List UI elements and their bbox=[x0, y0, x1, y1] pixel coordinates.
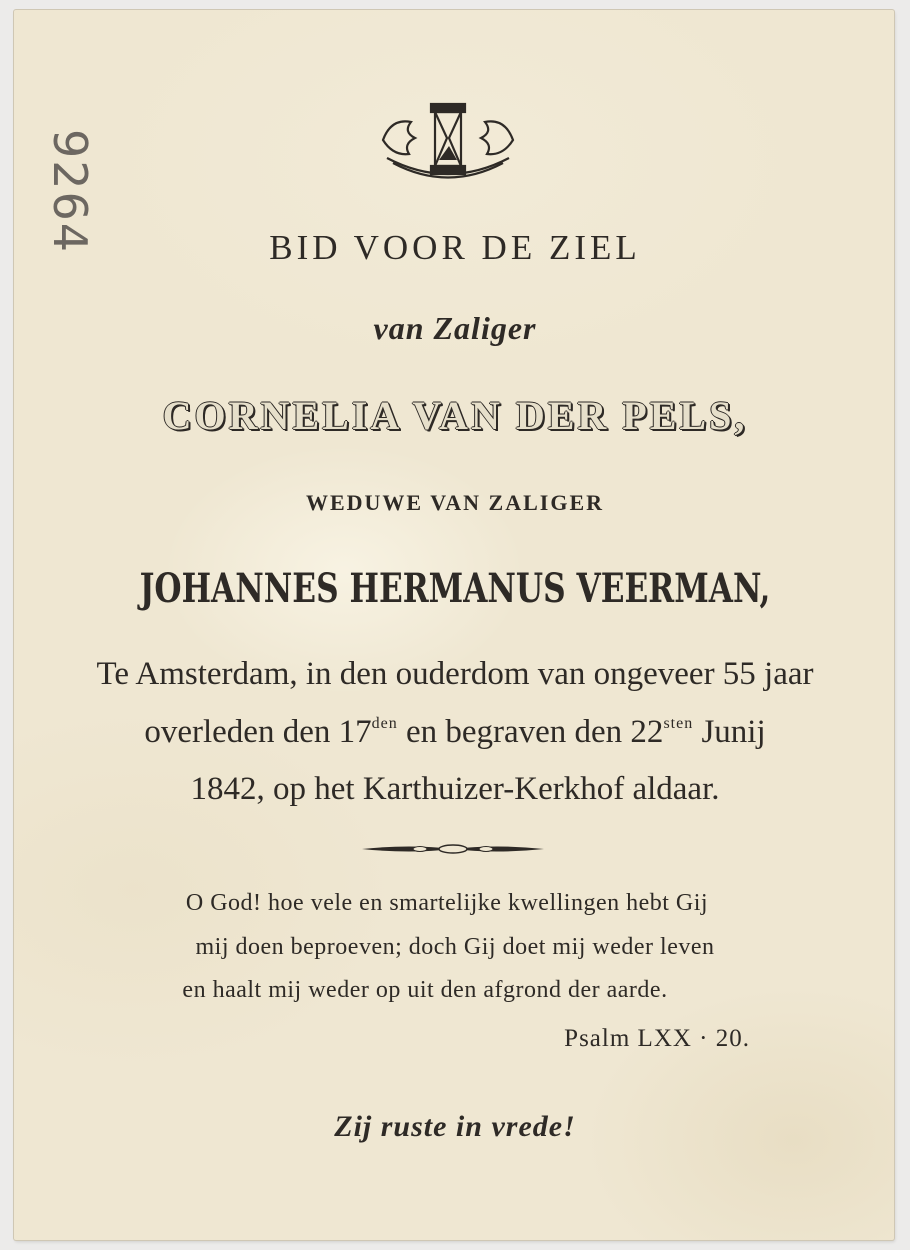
psalm-reference: Psalm LXX · 20. bbox=[564, 1025, 750, 1052]
detail-line-2-sup-b: sten bbox=[663, 715, 694, 732]
ornamental-divider bbox=[360, 842, 546, 856]
verse-line-3: en haalt mij weder op uit den afgrond der aarde. bbox=[182, 977, 668, 1003]
subheading: van Zaliger bbox=[373, 310, 537, 346]
spouse-name: JOHANNES HERMANUS VEERMAN, bbox=[139, 565, 771, 612]
detail-line-2-a: overleden den 17 bbox=[144, 714, 372, 750]
detail-line-3: 1842, op het Karthuizer-Kerkhof aldaar. bbox=[190, 771, 720, 807]
detail-line-1: Te Amsterdam, in den ouderdom van ongeveer 55 jaar bbox=[96, 656, 814, 692]
detail-line-2-c: Junij bbox=[693, 714, 766, 750]
detail-line-2-b: en begraven den 22 bbox=[397, 714, 664, 750]
detail-line-2 bbox=[0, 714, 910, 751]
hourglass-wings-icon bbox=[373, 100, 523, 182]
detail-line-2-sup-a: den bbox=[371, 715, 398, 732]
archive-number: 9264 bbox=[43, 129, 97, 255]
relation-line: WEDUWE VAN ZALIGER bbox=[305, 490, 605, 515]
verse-line-2: mij doen beproeven; doch Gij doet mij weder leven bbox=[195, 934, 715, 960]
memorial-card bbox=[14, 10, 894, 1240]
heading: BID VOOR DE ZIEL bbox=[269, 228, 641, 267]
verse-line-1: O God! hoe vele en smartelijke kwellingen hebt Gij bbox=[185, 890, 709, 916]
deceased-name: CORNELIA VAN DER PELS, bbox=[162, 393, 748, 438]
closing-blessing: Zij ruste in vrede! bbox=[334, 1110, 576, 1143]
